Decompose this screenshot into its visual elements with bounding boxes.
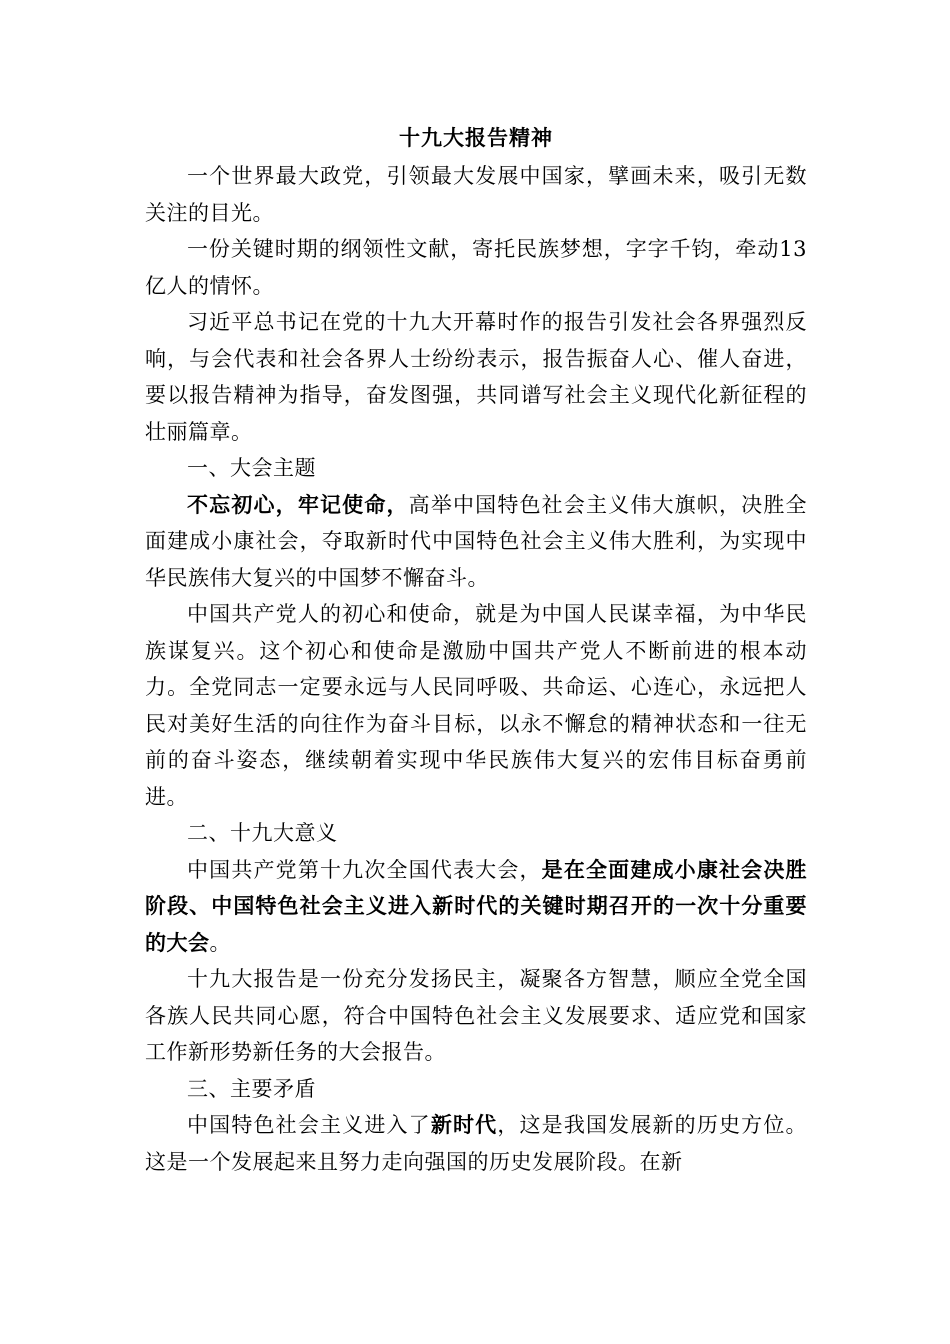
section2-paragraph-1: [145, 852, 807, 962]
section3-paragraph-1: [145, 1107, 807, 1180]
section1-paragraph-2: 中国共产党人的初心和使命，就是为中国人民谋幸福，为中华民族谋复兴。这个初心和使命是激励中国共产党人不断前进的根本动力。全党同志一定要永远与人民同呼吸、共命运、心连心，永远把人民对美好生活的向往作为奋斗目标，以永不懈怠的精神状态和一往无前的奋斗姿态，继续朝着实现中华民族伟大复兴的宏伟目标奋勇前进。: [145, 602, 807, 809]
section2-bold-phrase: 是在全面建成小康社会决胜阶段、中国特色社会主义进入新时代的关键时期召开的一次十分重要的大会: [145, 856, 808, 955]
section1-bold-phrase: 不忘初心，牢记使命，: [187, 491, 409, 517]
section1-paragraph-1-text: 高举中国特色社会主义伟大旗帜，决胜全面建成小康社会，夺取新时代中国特色社会主义伟大胜利，为实现中华民族伟大复兴的中国梦不懈奋斗。: [145, 492, 808, 590]
intro-paragraph-2: 一份关键时期的纲领性文献，寄托民族梦想，字字千钧，牵动13亿人的情怀。: [145, 237, 807, 298]
section-heading-3: 三、主要矛盾: [187, 1076, 316, 1101]
section3-paragraph-1-text: ，这是我国发展新的历史方位。这是一个发展起来且努力走向强国的历史发展阶段。在新: [145, 1113, 808, 1174]
section-heading-1: 一、大会主题: [187, 456, 316, 480]
document-page: [145, 118, 807, 1180]
intro-paragraph-1: 一个世界最大政党，引领最大发展中国家，擘画未来，吸引无数关注的目光。: [145, 164, 807, 225]
section1-paragraph-1: [145, 487, 807, 597]
document-title: 十九大报告精神: [399, 125, 553, 150]
section3-paragraph-1-start: 中国特色社会主义进入了: [187, 1113, 431, 1137]
section-heading-2: 二、十九大意义: [187, 821, 338, 845]
section2-paragraph-2: 十九大报告是一份充分发扬民主，凝聚各方智慧，顺应全党全国各族人民共同心愿，符合中国特色社会主义发展要求、适应党和国家工作新形势新任务的大会报告。: [145, 967, 807, 1064]
section2-paragraph-1-start: 中国共产党第十九次全国代表大会，: [187, 857, 542, 882]
intro-paragraph-3: 习近平总书记在党的十九大开幕时作的报告引发社会各界强烈反响，与会代表和社会各界人士纷纷表示，报告振奋人心、催人奋进，要以报告精神为指导，奋发图强，共同谱写社会主义现代化新征程的壮丽篇章。: [145, 310, 807, 444]
section3-bold-phrase: 新时代: [430, 1112, 498, 1137]
section2-paragraph-1-end: 。: [209, 930, 231, 955]
